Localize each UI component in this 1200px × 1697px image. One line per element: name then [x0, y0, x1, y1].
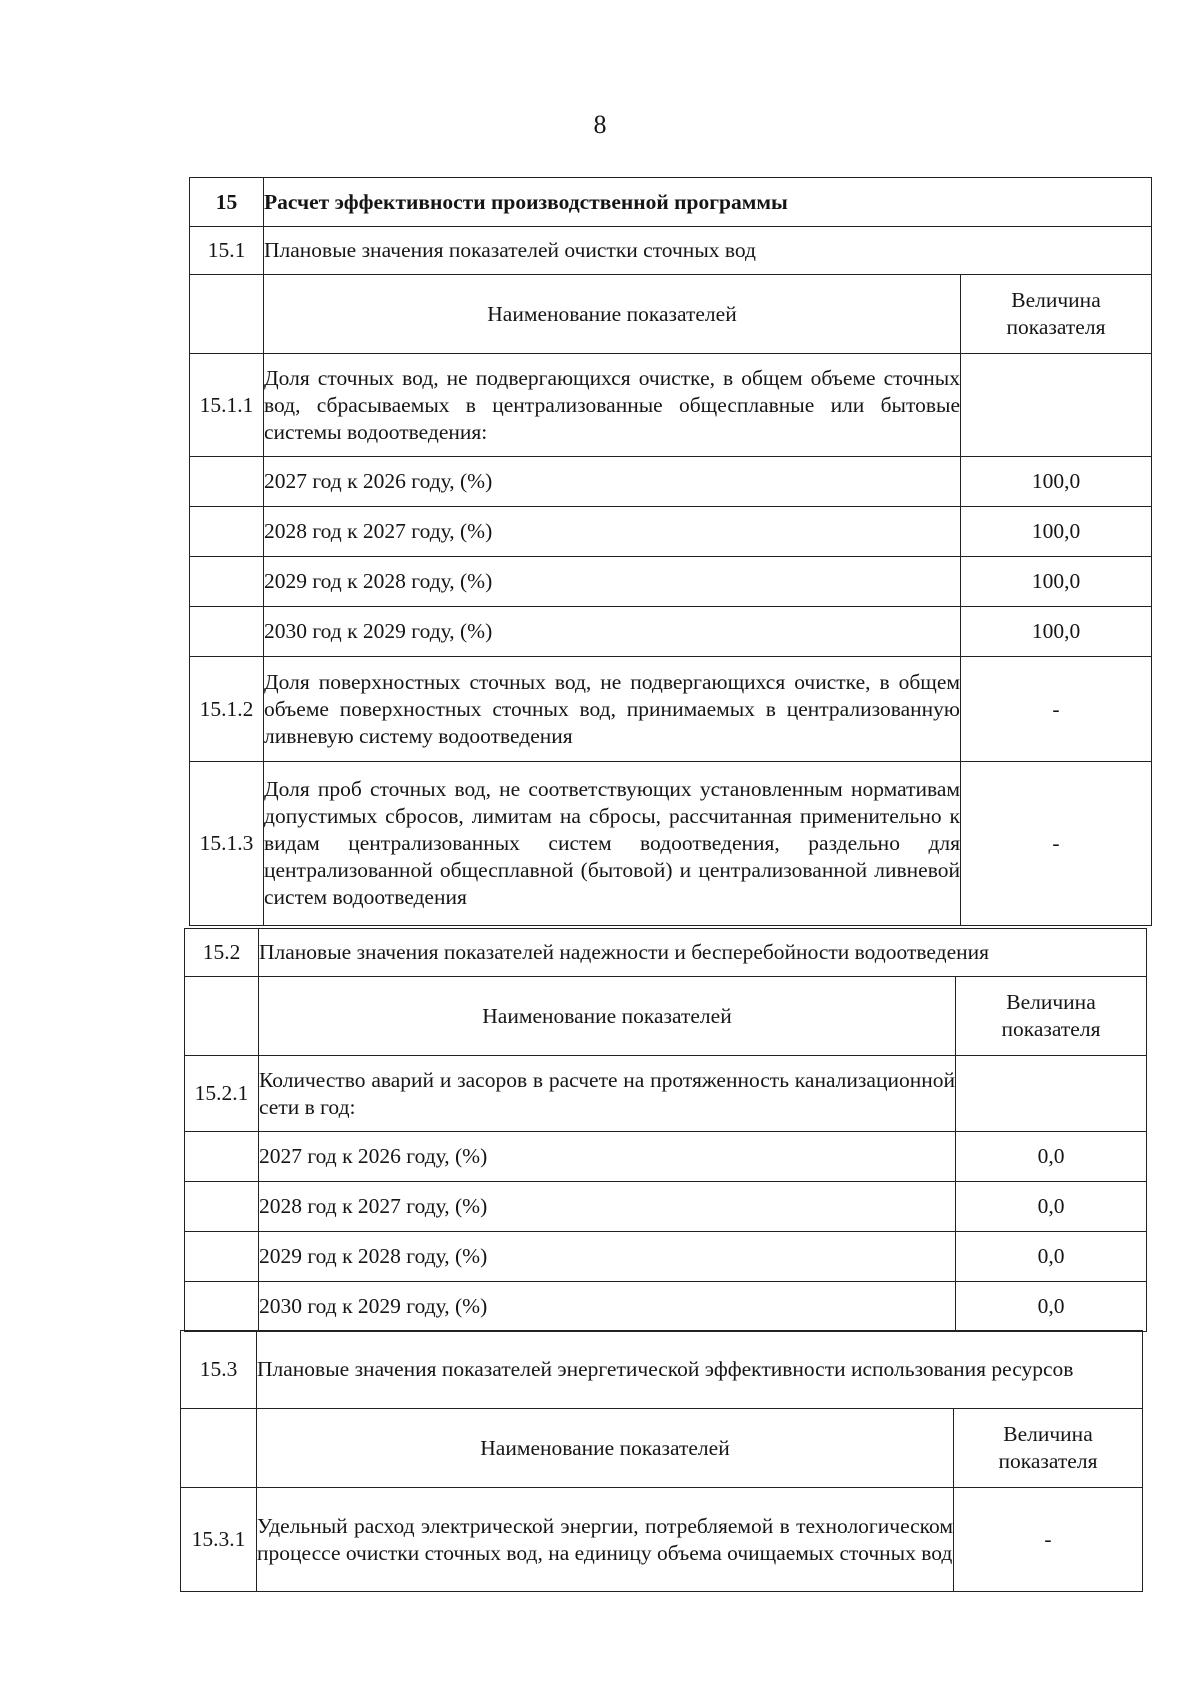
year-label: 2027 год к 2026 году, (%)	[259, 1132, 956, 1182]
subsection-15-1-row	[190, 227, 1152, 275]
indicator-text: Доля поверхностных сточных вод, не подвергающихся очистке, в общем объеме поверхностных сточных вод, принимаемых в централизованную ливневую систему водоотведения	[264, 657, 961, 762]
subsection-number: 15.3	[181, 1331, 257, 1409]
section-title: Расчет эффективности производственной программы	[264, 178, 1152, 227]
year-row	[185, 1132, 1147, 1182]
indicator-number: 15.3.1	[181, 1488, 257, 1592]
empty-cell	[190, 275, 264, 354]
year-value: 100,0	[961, 607, 1152, 657]
subsection-15-3-row	[181, 1331, 1143, 1409]
indicator-row	[190, 762, 1152, 926]
page-number: 8	[593, 110, 607, 139]
indicator-text: Количество аварий и засоров в расчете на протяженность канализационной сети в год:	[259, 1056, 956, 1132]
year-value: 0,0	[956, 1182, 1147, 1232]
year-label: 2030 год к 2029 году, (%)	[264, 607, 961, 657]
indicator-number: 15.2.1	[185, 1056, 259, 1132]
column-header-name: Наименование показателей	[257, 1409, 954, 1488]
subsection-number: 15.1	[190, 227, 264, 275]
empty-cell	[185, 1232, 259, 1282]
year-row	[185, 1232, 1147, 1282]
efficiency-table-15-3	[180, 1330, 1143, 1592]
empty-cell	[185, 1182, 259, 1232]
empty-cell	[185, 1132, 259, 1182]
year-label: 2030 год к 2029 году, (%)	[259, 1282, 956, 1332]
empty-cell	[185, 1282, 259, 1332]
indicator-value	[961, 354, 1152, 457]
indicator-number: 15.1.2	[190, 657, 264, 762]
empty-cell	[190, 457, 264, 507]
column-header-row	[181, 1409, 1143, 1488]
column-header-value: Величина показателя	[961, 275, 1152, 354]
indicator-row	[181, 1488, 1143, 1592]
year-label: 2028 год к 2027 году, (%)	[259, 1182, 956, 1232]
year-row	[190, 507, 1152, 557]
indicator-value: -	[961, 657, 1152, 762]
section-number: 15	[190, 178, 264, 227]
column-header-row	[185, 977, 1147, 1056]
year-value: 100,0	[961, 507, 1152, 557]
indicator-value	[956, 1056, 1147, 1132]
empty-cell	[190, 607, 264, 657]
year-value: 100,0	[961, 557, 1152, 607]
indicator-text: Удельный расход электрической энергии, потребляемой в технологическом процессе очистки сточных вод, на единицу объема очищаемых сточных вод	[257, 1488, 954, 1592]
year-label: 2029 год к 2028 году, (%)	[259, 1232, 956, 1282]
column-header-name: Наименование показателей	[264, 275, 961, 354]
empty-cell	[190, 507, 264, 557]
subsection-15-2-row	[185, 929, 1147, 977]
subsection-title: Плановые значения показателей энергетической эффективности использования ресурсов	[257, 1331, 1143, 1409]
column-header-name: Наименование показателей	[259, 977, 956, 1056]
year-row	[185, 1182, 1147, 1232]
efficiency-table-15-2	[184, 928, 1147, 1332]
year-value: 0,0	[956, 1232, 1147, 1282]
indicator-number: 15.1.1	[190, 354, 264, 457]
year-value: 100,0	[961, 457, 1152, 507]
subsection-title: Плановые значения показателей надежности и бесперебойности водоотведения	[259, 929, 1147, 977]
indicator-value: -	[961, 762, 1152, 926]
indicator-row	[185, 1056, 1147, 1132]
indicator-row	[190, 657, 1152, 762]
year-row	[190, 557, 1152, 607]
year-row	[190, 457, 1152, 507]
indicator-text: Доля сточных вод, не подвергающихся очистке, в общем объеме сточных вод, сбрасываемых в централизованные общесплавные или бытовые системы водоотведения:	[264, 354, 961, 457]
section-15-row	[190, 178, 1152, 227]
empty-cell	[185, 977, 259, 1056]
year-value: 0,0	[956, 1132, 1147, 1182]
column-header-value: Величина показателя	[956, 977, 1147, 1056]
empty-cell	[181, 1409, 257, 1488]
year-label: 2029 год к 2028 году, (%)	[264, 557, 961, 607]
year-label: 2028 год к 2027 году, (%)	[264, 507, 961, 557]
year-value: 0,0	[956, 1282, 1147, 1332]
column-header-row	[190, 275, 1152, 354]
year-row	[190, 607, 1152, 657]
year-row	[185, 1282, 1147, 1332]
efficiency-table-15-1	[189, 177, 1152, 926]
column-header-value: Величина показателя	[954, 1409, 1143, 1488]
empty-cell	[190, 557, 264, 607]
subsection-number: 15.2	[185, 929, 259, 977]
indicator-number: 15.1.3	[190, 762, 264, 926]
year-label: 2027 год к 2026 году, (%)	[264, 457, 961, 507]
subsection-title: Плановые значения показателей очистки сточных вод	[264, 227, 1152, 275]
indicator-row	[190, 354, 1152, 457]
indicator-text: Доля проб сточных вод, не соответствующих установленным нормативам допустимых сбросов, лимитам на сбросы, рассчитанная применительно к видам централизованных систем водоотведения, раздельно для централизованной общесплавной (бытовой) и централизованной ливневой систем водоотведения	[264, 762, 961, 926]
indicator-value: -	[954, 1488, 1143, 1592]
